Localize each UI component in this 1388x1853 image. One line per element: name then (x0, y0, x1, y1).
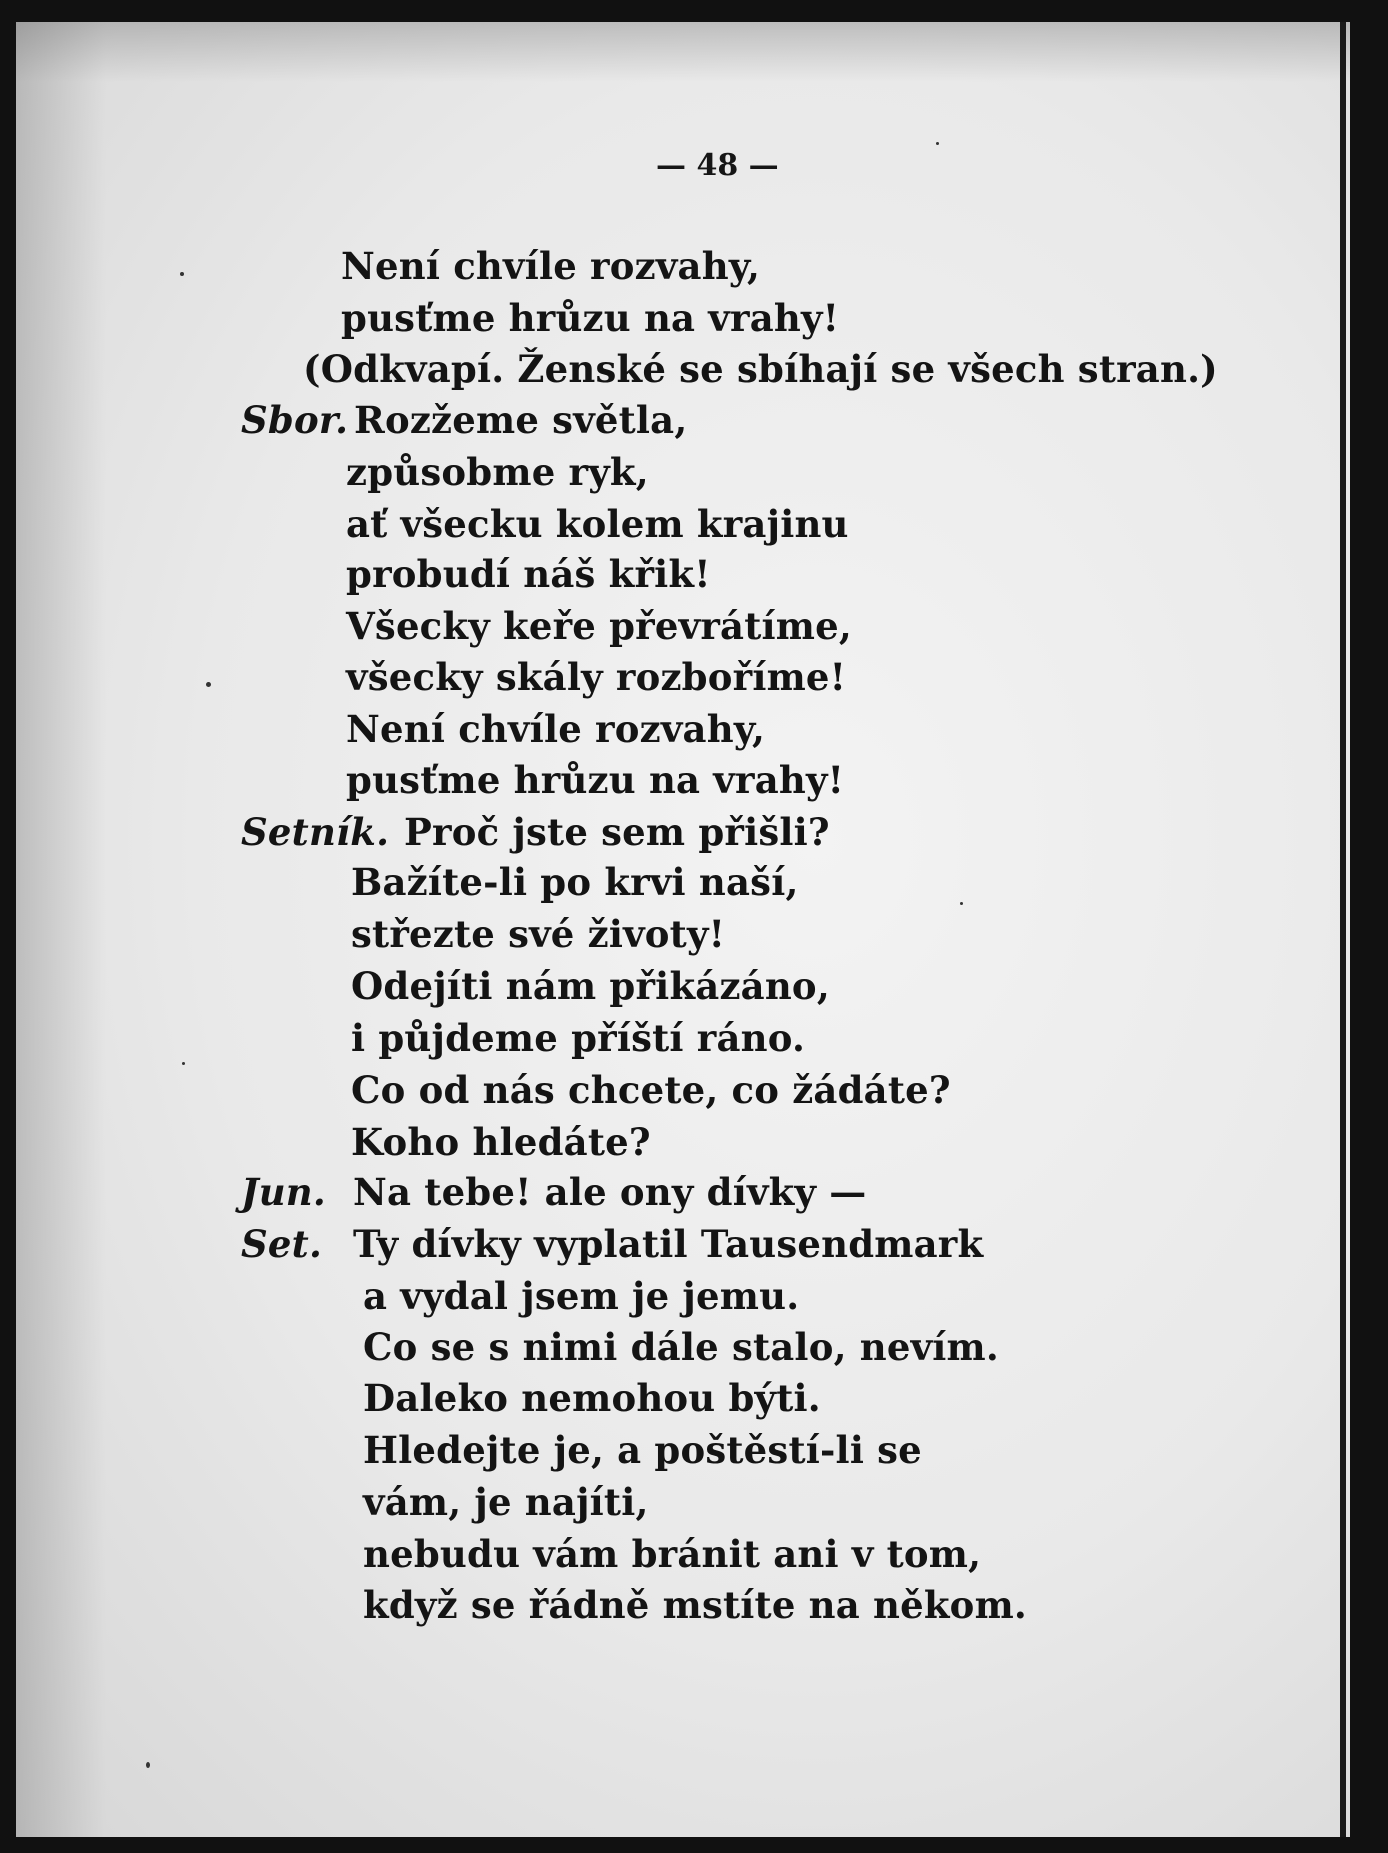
verse-text: vám, je najíti, (363, 1480, 649, 1524)
verse-text: pusťme hrůzu na vrahy! (346, 758, 845, 802)
paper-speck (936, 142, 939, 145)
paper-speck (182, 1062, 185, 1065)
verse-text: Není chvíle rozvahy, (341, 244, 761, 288)
verse-text: i půjdeme příští ráno. (351, 1016, 806, 1060)
verse-text: způsobme ryk, (346, 450, 649, 494)
page-number: — 48 — (656, 148, 779, 183)
book-page (16, 22, 1350, 1837)
verse-text: Daleko nemohou býti. (363, 1376, 821, 1420)
speaker-label: Set. (241, 1222, 323, 1266)
verse-text: Hledejte je, a poštěstí-li se (363, 1428, 922, 1472)
speaker-label: Setník. (241, 810, 390, 854)
verse-text: Bažíte-li po krvi naší, (351, 860, 799, 904)
verse-text: všecky skály rozboříme! (346, 655, 847, 699)
speaker-label: Sbor. (241, 398, 349, 442)
page-gutter-line (1340, 22, 1346, 1837)
verse-text: (Odkvapí. Ženské se sbíhají se všech stran.) (303, 347, 1218, 391)
paper-speck (206, 682, 211, 687)
page-top-shadow (16, 22, 1350, 82)
verse-text: Koho hledáte? (351, 1120, 651, 1164)
paper-speck (960, 902, 963, 905)
verse-text: Není chvíle rozvahy, (346, 707, 766, 751)
verse-text: nebudu vám bránit ani v tom, (363, 1532, 982, 1576)
verse-text: a vydal jsem je jemu. (363, 1274, 800, 1318)
verse-text: střezte své životy! (351, 912, 726, 956)
verse-text: Všecky keře převrátíme, (346, 604, 852, 648)
verse-text: Co od nás chcete, co žádáte? (351, 1068, 951, 1112)
verse-text: Proč jste sem přišli? (404, 810, 830, 854)
paper-speck (180, 272, 184, 276)
verse-text: pusťme hrůzu na vrahy! (341, 296, 840, 340)
verse-text: Na tebe! ale ony dívky — (353, 1170, 867, 1214)
verse-text: Ty dívky vyplatil Tausendmark (353, 1222, 984, 1266)
verse-text: Rozžeme světla, (354, 398, 688, 442)
verse-text: Co se s nimi dále stalo, nevím. (363, 1325, 999, 1369)
page-edge-shadow (16, 22, 106, 1837)
verse-text: ať všecku kolem krajinu (346, 502, 849, 546)
verse-text: když se řádně mstíte na někom. (363, 1583, 1027, 1627)
paper-speck (146, 1762, 150, 1768)
verse-text: probudí náš křik! (346, 552, 711, 596)
speaker-label: Jun. (241, 1170, 326, 1214)
verse-text: Odejíti nám přikázáno, (351, 964, 830, 1008)
